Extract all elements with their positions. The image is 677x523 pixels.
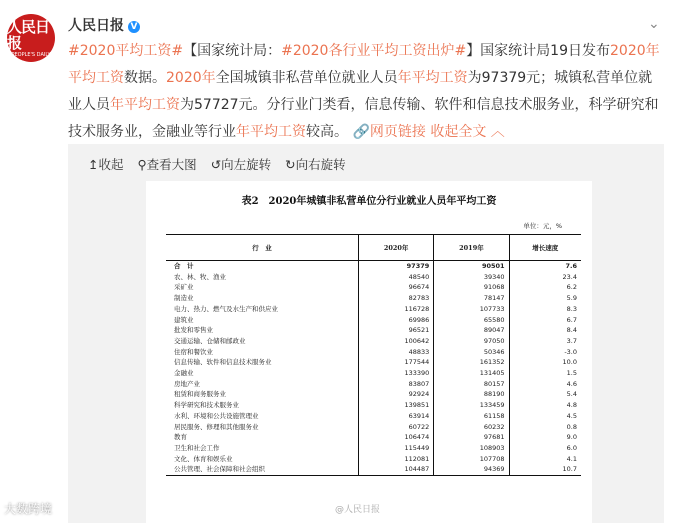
- industry-cell: 制造业: [174, 294, 194, 303]
- growth-cell: 9.0: [509, 432, 581, 443]
- growth-cell: 4.1: [509, 454, 581, 465]
- wage-2019-cell: 90501: [434, 261, 509, 272]
- collapse-label: 收起: [98, 157, 124, 172]
- growth-cell: 5.9: [509, 293, 581, 304]
- keyword-highlight: 年平均工资: [110, 97, 180, 113]
- watermark-left: 大数跨境: [4, 502, 53, 516]
- industry-cell: 金融业: [174, 369, 194, 378]
- wage-2019-cell: 131405: [434, 368, 509, 379]
- header-growth: 增长速度: [509, 235, 581, 261]
- wage-2019-cell: 65580: [434, 315, 509, 326]
- post-text-segment: 】国家统计局19日发布: [466, 43, 611, 59]
- table-row: [166, 432, 581, 443]
- growth-cell: 6.0: [509, 443, 581, 454]
- chevron-down-icon[interactable]: ⌄: [648, 16, 660, 32]
- wage-2020-cell: 83807: [359, 379, 434, 390]
- header-industry: 行 业: [166, 235, 359, 261]
- table-row: [166, 400, 581, 411]
- wage-2019-cell: 97050: [434, 336, 509, 347]
- wage-2019-cell: 97681: [434, 432, 509, 443]
- header-2020: 2020年: [359, 235, 434, 261]
- growth-cell: -3.0: [509, 347, 581, 358]
- table-row: [166, 261, 581, 272]
- keyword-highlight: 年平均工资: [236, 124, 306, 140]
- media-toolbar: [88, 155, 346, 173]
- header-2019: 2019年: [434, 235, 509, 261]
- post-text-segment: 【国家统计局：: [183, 43, 282, 59]
- keyword-highlight: 2020年平均工资: [68, 43, 660, 86]
- wage-2019-cell: 61158: [434, 411, 509, 422]
- wage-2019-cell: 88190: [434, 389, 509, 400]
- table-row: [166, 282, 581, 293]
- post-text: [68, 38, 660, 146]
- industry-cell: 教育: [174, 433, 187, 442]
- wage-2019-cell: 60232: [434, 422, 509, 433]
- table-row: [166, 368, 581, 379]
- growth-cell: 7.6: [509, 261, 581, 272]
- industry-cell: 科学研究和技术服务业: [174, 401, 239, 410]
- post-text-segment: 全国城镇非私营单位就业人员: [215, 70, 398, 86]
- growth-cell: 1.5: [509, 368, 581, 379]
- avatar-logo-subtext: PEOPLE'S DAILY: [11, 51, 51, 58]
- wage-2020-cell: 106474: [359, 432, 434, 443]
- industry-cell: 卫生和社会工作: [174, 443, 220, 452]
- table-row: [166, 411, 581, 422]
- wage-2019-cell: 108903: [434, 443, 509, 454]
- table-image[interactable]: [146, 181, 592, 523]
- table-row: [166, 454, 581, 465]
- web-link-label[interactable]: 网页链接: [369, 124, 426, 140]
- industry-cell: 文化、体育和娱乐业: [174, 454, 233, 463]
- rotate-left-button[interactable]: [211, 155, 272, 173]
- post-text-segment: 较高。: [306, 124, 348, 140]
- growth-cell: 6.2: [509, 282, 581, 293]
- wage-2019-cell: 94369: [434, 464, 509, 475]
- table-row: [166, 347, 581, 358]
- wage-2020-cell: 82783: [359, 293, 434, 304]
- wage-2020-cell: 69986: [359, 315, 434, 326]
- table-row: [166, 315, 581, 326]
- table-row: [166, 379, 581, 390]
- wage-2019-cell: 80157: [434, 379, 509, 390]
- table-row: [166, 422, 581, 433]
- wage-2020-cell: 97379: [359, 261, 434, 272]
- table-row: [166, 325, 581, 336]
- wage-2019-cell: 50346: [434, 347, 509, 358]
- wage-2020-cell: 92924: [359, 389, 434, 400]
- verified-icon: V: [128, 21, 140, 33]
- wage-2020-cell: 60722: [359, 422, 434, 433]
- wage-2020-cell: 116728: [359, 304, 434, 315]
- avatar-logo-text: 人民日报: [7, 17, 50, 52]
- growth-cell: 10.0: [509, 357, 581, 368]
- wage-table: [166, 234, 581, 476]
- industry-cell: 居民服务、修理和其他服务业: [174, 422, 259, 431]
- industry-cell: 公共管理、社会保障和社会组织: [166, 464, 359, 475]
- table-row: [166, 336, 581, 347]
- industry-cell: 信息传输、软件和信息技术服务业: [174, 358, 272, 367]
- industry-cell: 电力、热力、燃气及水生产和供应业: [174, 304, 278, 313]
- wage-2020-cell: 96674: [359, 282, 434, 293]
- wage-2020-cell: 115449: [359, 443, 434, 454]
- growth-cell: 4.8: [509, 400, 581, 411]
- collapse-text-link[interactable]: [430, 124, 504, 140]
- table-row: [166, 464, 581, 475]
- table-row: [166, 443, 581, 454]
- table-row: [166, 389, 581, 400]
- collapse-icon: ↥: [88, 157, 99, 172]
- growth-cell: 3.7: [509, 336, 581, 347]
- growth-cell: 6.7: [509, 315, 581, 326]
- rotate-right-label: 向右旋转: [295, 157, 346, 172]
- avatar[interactable]: [7, 14, 55, 62]
- wage-2020-cell: 112081: [359, 454, 434, 465]
- rotate-left-icon: ↺: [210, 157, 222, 172]
- table-unit: 单位：元，%: [523, 222, 562, 230]
- web-link[interactable]: [352, 124, 425, 140]
- growth-cell: 4.6: [509, 379, 581, 390]
- wage-2019-cell: 161352: [434, 357, 509, 368]
- hashtag-link[interactable]: #2020各行业平均工资出炉#: [281, 43, 467, 59]
- rotate-left-label: 向左旋转: [221, 157, 272, 172]
- wage-2019-cell: 107708: [434, 454, 509, 465]
- rotate-right-button[interactable]: [285, 155, 346, 173]
- wage-2020-cell: 48833: [359, 347, 434, 358]
- wage-2020-cell: 139851: [359, 400, 434, 411]
- watermark-center: @人民日报: [335, 505, 381, 515]
- growth-cell: 23.4: [509, 272, 581, 283]
- growth-cell: 8.4: [509, 325, 581, 336]
- growth-cell: 10.7: [509, 464, 581, 475]
- table-title: 表2 2020年城镇非私营单位分行业就业人员年平均工资: [241, 196, 497, 207]
- table-row: [166, 293, 581, 304]
- growth-cell: 8.3: [509, 304, 581, 315]
- hashtag-link[interactable]: #2020平均工资#: [68, 43, 184, 59]
- industry-cell: 租赁和商务服务业: [174, 390, 226, 399]
- industry-cell: 采矿业: [174, 283, 194, 292]
- wage-2019-cell: 133459: [434, 400, 509, 411]
- wage-2020-cell: 48540: [359, 272, 434, 283]
- industry-cell: 住宿和餐饮业: [174, 347, 213, 356]
- table-row: [166, 304, 581, 315]
- industry-cell: 批发和零售业: [174, 326, 213, 335]
- post-text-segment: 为97379元；城镇私营单位就业人员: [68, 70, 653, 113]
- wage-2019-cell: 39340: [434, 272, 509, 283]
- view-large-label: 查看大图: [146, 157, 197, 172]
- wage-2019-cell: 107733: [434, 304, 509, 315]
- industry-cell: 建筑业: [174, 315, 194, 324]
- industry-cell: 合 计: [174, 262, 194, 270]
- wage-2020-cell: 133390: [359, 368, 434, 379]
- table-row: [166, 272, 581, 283]
- industry-cell: 交通运输、仓储和邮政业: [174, 336, 246, 345]
- keyword-highlight: 年平均工资: [397, 70, 468, 86]
- post-text-segment: 数据。: [124, 70, 166, 86]
- wage-2020-cell: 100642: [359, 336, 434, 347]
- wage-2019-cell: 91068: [434, 282, 509, 293]
- link-icon: 🔗: [352, 124, 370, 140]
- wage-2020-cell: 96521: [359, 325, 434, 336]
- account-name-label[interactable]: 人民日报: [68, 18, 124, 34]
- industry-cell: 农、林、牧、渔业: [174, 272, 226, 281]
- growth-cell: 5.4: [509, 389, 581, 400]
- search-icon: ⚲: [137, 157, 147, 172]
- wage-2020-cell: 63914: [359, 411, 434, 422]
- growth-cell: 4.5: [509, 411, 581, 422]
- collapse-button[interactable]: [88, 155, 124, 173]
- growth-cell: 0.8: [509, 422, 581, 433]
- table-header-row: [166, 235, 581, 261]
- chevron-up-icon: ︿: [490, 124, 505, 140]
- wage-2020-cell: 104487: [359, 464, 434, 475]
- wage-2020-cell: 177544: [359, 357, 434, 368]
- account-name[interactable]: [68, 15, 140, 35]
- keyword-highlight: 2020年: [166, 70, 216, 86]
- post-text-segment: 为57727元。分行业门类看，信息传输、软件和信息技术服务业，科学研究和技术服务业，金融业等行业: [68, 97, 659, 140]
- industry-cell: 水利、环境和公共设施管理业: [174, 411, 259, 420]
- wage-2019-cell: 78147: [434, 293, 509, 304]
- view-large-button[interactable]: [138, 155, 197, 173]
- rotate-right-icon: ↻: [285, 157, 296, 172]
- industry-cell: 房地产业: [174, 379, 200, 388]
- collapse-text-label[interactable]: 收起全文: [430, 124, 487, 140]
- wage-2019-cell: 89047: [434, 325, 509, 336]
- table-row: [166, 357, 581, 368]
